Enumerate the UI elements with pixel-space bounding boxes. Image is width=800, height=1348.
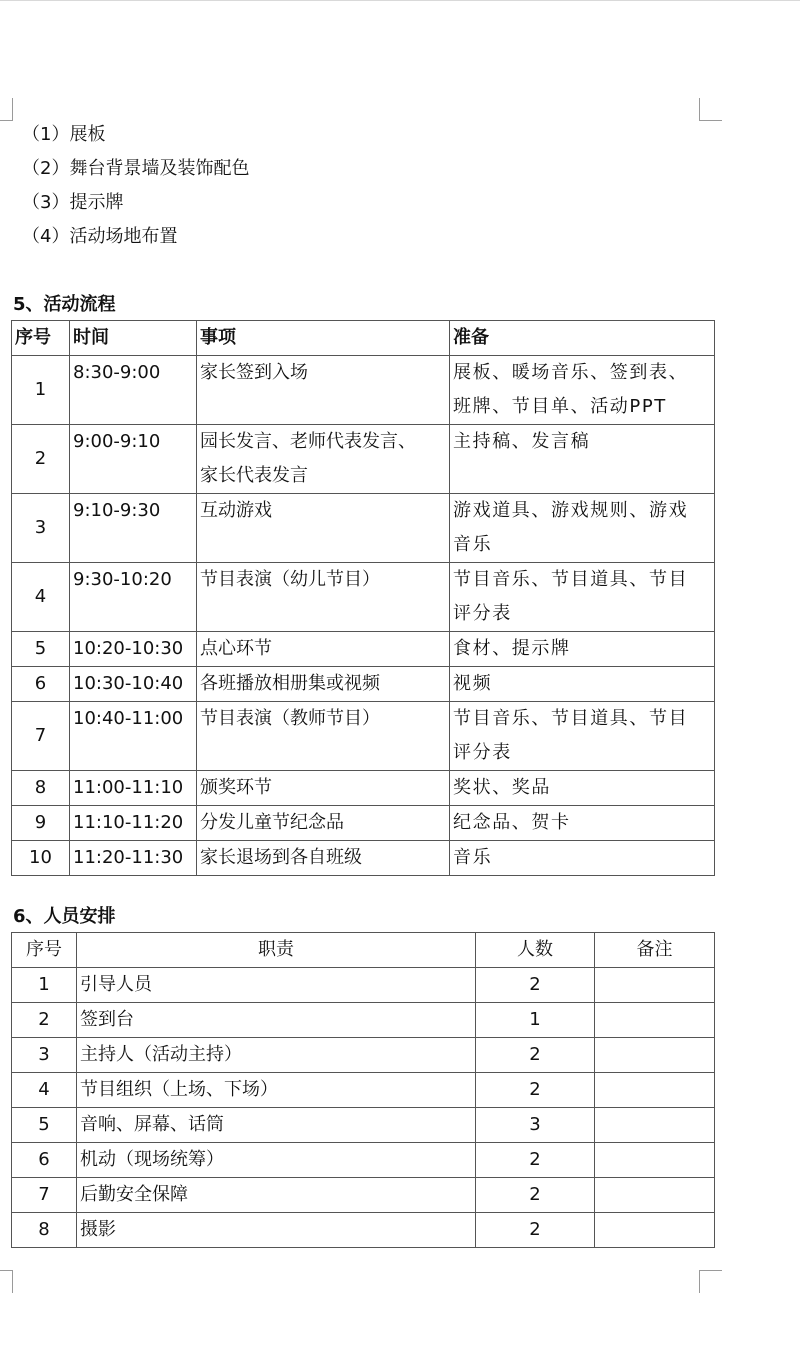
crop-mark-bottom-left — [0, 1270, 13, 1293]
cell-text-line: 各班播放相册集或视频 — [200, 673, 380, 694]
cell-text-line: 家长退场到各自班级 — [200, 847, 362, 868]
table-row — [12, 968, 715, 1003]
row-preparation — [450, 494, 715, 563]
row-number: 6 — [12, 1143, 77, 1178]
header-cell: 备注 — [595, 933, 715, 968]
row-number: 7 — [12, 1178, 77, 1213]
row-preparation — [450, 841, 715, 876]
row-count: 2 — [476, 1073, 595, 1108]
cell-text-line: 点心环节 — [200, 638, 272, 659]
row-preparation — [450, 356, 715, 425]
row-preparation — [450, 667, 715, 702]
row-count: 2 — [476, 1178, 595, 1213]
row-number: 3 — [12, 1038, 77, 1073]
table-row — [12, 841, 715, 876]
table-row — [12, 356, 715, 425]
cell-text-line: 纪念品、贺卡 — [453, 812, 571, 833]
cell-text-line: 奖状、奖品 — [453, 777, 551, 798]
list-item: （4）活动场地布置 — [22, 226, 178, 247]
table-row — [12, 1213, 715, 1248]
activity-flow-body — [12, 356, 715, 876]
row-number: 2 — [12, 1003, 77, 1038]
staff-table — [11, 932, 715, 1248]
row-item — [197, 771, 450, 806]
row-count: 2 — [476, 968, 595, 1003]
row-item — [197, 806, 450, 841]
row-number: 9 — [12, 806, 70, 841]
cell-text-line: 班牌、节目单、活动PPT — [453, 396, 667, 417]
header-cell: 事项 — [197, 321, 450, 356]
row-note — [595, 968, 715, 1003]
list-item: （1）展板 — [22, 124, 106, 145]
header-cell: 时间 — [70, 321, 197, 356]
row-time: 11:20-11:30 — [70, 841, 197, 876]
row-time: 11:00-11:10 — [70, 771, 197, 806]
staff-body — [12, 968, 715, 1248]
cell-text-line: 评分表 — [453, 742, 512, 763]
section-heading-staff-arrangement: 6、人员安排 — [13, 906, 116, 927]
row-time: 9:10-9:30 — [70, 494, 197, 563]
table-row — [12, 425, 715, 494]
table-row — [12, 494, 715, 563]
row-count: 3 — [476, 1108, 595, 1143]
row-item — [197, 632, 450, 667]
cell-text-line: 音乐 — [453, 534, 493, 555]
row-time: 11:10-11:20 — [70, 806, 197, 841]
row-item — [197, 841, 450, 876]
row-note — [595, 1143, 715, 1178]
table-row — [12, 806, 715, 841]
row-duty: 主持人（活动主持） — [77, 1038, 476, 1073]
row-item — [197, 563, 450, 632]
row-note — [595, 1108, 715, 1143]
cell-text-line: 家长签到入场 — [200, 362, 308, 383]
row-duty: 引导人员 — [77, 968, 476, 1003]
row-time: 10:40-11:00 — [70, 702, 197, 771]
table-row — [12, 771, 715, 806]
table-header-row — [12, 321, 715, 356]
row-time: 10:20-10:30 — [70, 632, 197, 667]
row-count: 2 — [476, 1213, 595, 1248]
table-row — [12, 563, 715, 632]
table-row — [12, 702, 715, 771]
row-item — [197, 356, 450, 425]
row-time: 9:00-9:10 — [70, 425, 197, 494]
row-time: 10:30-10:40 — [70, 667, 197, 702]
row-note — [595, 1073, 715, 1108]
row-item — [197, 702, 450, 771]
row-preparation — [450, 632, 715, 667]
row-number: 2 — [12, 425, 70, 494]
row-duty: 音响、屏幕、话筒 — [77, 1108, 476, 1143]
header-cell: 序号 — [12, 321, 70, 356]
row-number: 4 — [12, 1073, 77, 1108]
row-number: 4 — [12, 563, 70, 632]
row-note — [595, 1178, 715, 1213]
table-row — [12, 1143, 715, 1178]
row-item — [197, 425, 450, 494]
materials-list — [22, 120, 249, 256]
row-number: 8 — [12, 1213, 77, 1248]
table-row — [12, 1038, 715, 1073]
cell-text-line: 主持稿、发言稿 — [453, 431, 591, 452]
table-row — [12, 1178, 715, 1213]
row-number: 7 — [12, 702, 70, 771]
cell-text-line: 节目音乐、节目道具、节目 — [453, 708, 689, 729]
header-cell: 职责 — [77, 933, 476, 968]
cell-text-line: 音乐 — [453, 847, 493, 868]
section-heading-activity-flow: 5、活动流程 — [13, 294, 116, 315]
row-note — [595, 1213, 715, 1248]
row-note — [595, 1038, 715, 1073]
row-count: 2 — [476, 1038, 595, 1073]
row-note — [595, 1003, 715, 1038]
row-item — [197, 494, 450, 563]
row-count: 2 — [476, 1143, 595, 1178]
row-number: 1 — [12, 356, 70, 425]
row-duty: 节目组织（上场、下场） — [77, 1073, 476, 1108]
list-item: （3）提示牌 — [22, 192, 124, 213]
crop-mark-bottom-right — [699, 1270, 722, 1293]
row-duty: 摄影 — [77, 1213, 476, 1248]
row-count: 1 — [476, 1003, 595, 1038]
row-number: 5 — [12, 1108, 77, 1143]
row-number: 3 — [12, 494, 70, 563]
crop-mark-top-right — [699, 98, 722, 121]
table-row — [12, 1003, 715, 1038]
cell-text-line: 展板、暖场音乐、签到表、 — [453, 362, 689, 383]
table-header-row — [12, 933, 715, 968]
header-cell: 准备 — [450, 321, 715, 356]
row-number: 6 — [12, 667, 70, 702]
row-number: 8 — [12, 771, 70, 806]
cell-text-line: 食材、提示牌 — [453, 638, 571, 659]
cell-text-line: 节目音乐、节目道具、节目 — [453, 569, 689, 590]
cell-text-line: 评分表 — [453, 603, 512, 624]
list-item: （2）舞台背景墙及装饰配色 — [22, 158, 250, 179]
table-row — [12, 632, 715, 667]
row-preparation — [450, 425, 715, 494]
table-row — [12, 1108, 715, 1143]
row-preparation — [450, 702, 715, 771]
row-number: 1 — [12, 968, 77, 1003]
cell-text-line: 节目表演（幼儿节目） — [200, 569, 380, 590]
row-duty: 后勤安全保障 — [77, 1178, 476, 1213]
row-number: 10 — [12, 841, 70, 876]
cell-text-line: 家长代表发言 — [200, 465, 308, 486]
row-number: 5 — [12, 632, 70, 667]
row-time: 9:30-10:20 — [70, 563, 197, 632]
cell-text-line: 分发儿童节纪念品 — [200, 812, 344, 833]
table-row — [12, 667, 715, 702]
row-item — [197, 667, 450, 702]
row-preparation — [450, 806, 715, 841]
cell-text-line: 视频 — [453, 673, 493, 694]
crop-mark-top-left — [0, 98, 13, 121]
header-cell: 人数 — [476, 933, 595, 968]
row-preparation — [450, 771, 715, 806]
row-preparation — [450, 563, 715, 632]
row-duty: 机动（现场统筹） — [77, 1143, 476, 1178]
row-time: 8:30-9:00 — [70, 356, 197, 425]
cell-text-line: 园长发言、老师代表发言、 — [200, 431, 416, 452]
header-cell: 序号 — [12, 933, 77, 968]
cell-text-line: 颁奖环节 — [200, 777, 272, 798]
page-top-border — [0, 0, 800, 1]
cell-text-line: 游戏道具、游戏规则、游戏 — [453, 500, 689, 521]
activity-flow-table — [11, 320, 715, 876]
cell-text-line: 节目表演（教师节目） — [200, 708, 380, 729]
row-duty: 签到台 — [77, 1003, 476, 1038]
table-row — [12, 1073, 715, 1108]
cell-text-line: 互动游戏 — [200, 500, 272, 521]
